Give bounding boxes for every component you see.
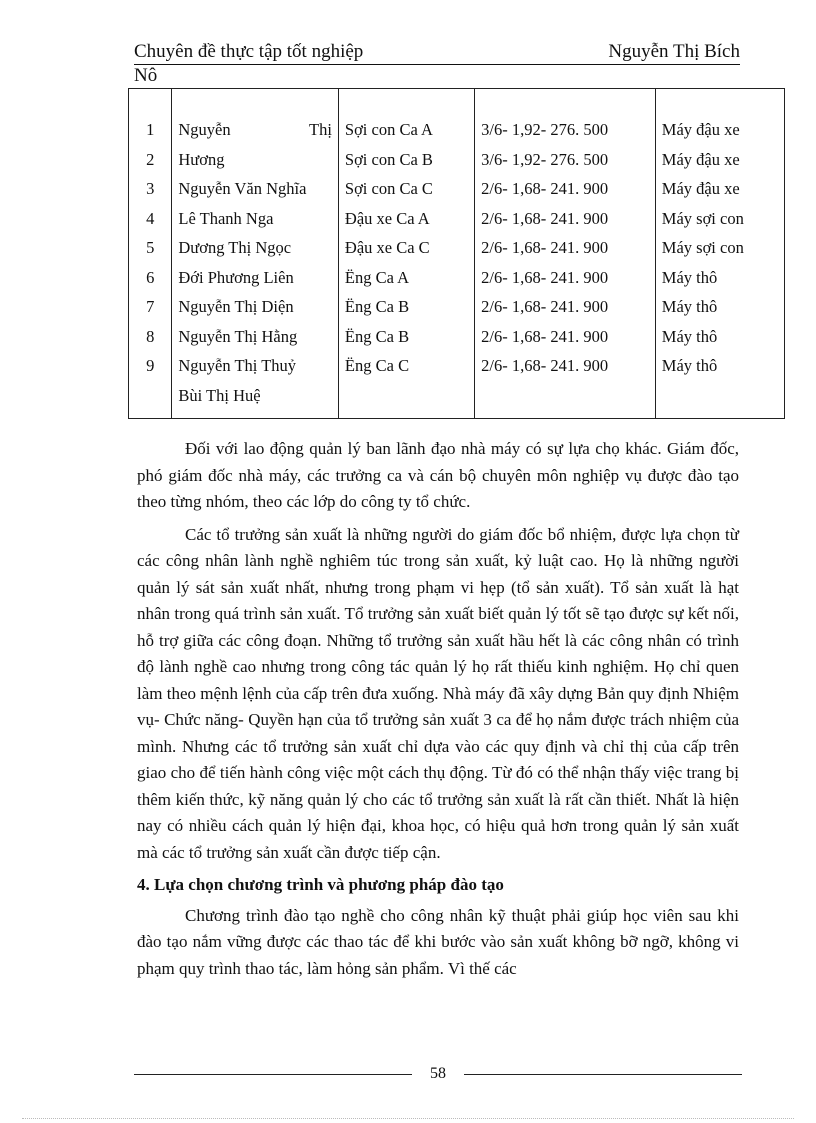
job-cell: Đậu xe Ca A (344, 208, 430, 228)
pay-cell: 2/6- 1,68- 241. 900 (481, 326, 609, 346)
machine-column (655, 89, 784, 419)
worker-name-line: Hương (178, 149, 225, 169)
row-number: 1 (146, 120, 155, 139)
footer-rule-right (464, 1074, 742, 1075)
worker-name-line: Nguyễn Thị Hằng (178, 326, 298, 346)
row-number: 3 (146, 179, 155, 198)
row-number: 7 (146, 297, 155, 316)
worker-name-line (178, 115, 332, 145)
table-row (129, 89, 785, 419)
author-name: Nguyễn Thị Bích (608, 41, 740, 62)
row-number: 9 (146, 356, 155, 375)
machine-cell: Máy thô (661, 297, 718, 316)
pay-cell: 2/6- 1,68- 241. 900 (481, 297, 609, 316)
page-header (134, 40, 740, 87)
pay-cell: 2/6- 1,68- 241. 900 (481, 208, 609, 228)
machine-cell: Máy thô (661, 267, 718, 287)
job-cell: Sợi con Ca A (344, 120, 433, 139)
row-number: 2 (146, 149, 155, 169)
staff-table (128, 88, 785, 419)
name-part: Nguyễn (178, 120, 231, 139)
page-number: 58 (430, 1065, 446, 1082)
pay-cell: 3/6- 1,92- 276. 500 (481, 149, 609, 169)
pay-cell: 2/6- 1,68- 241. 900 (481, 179, 609, 198)
name-part: Thị (308, 120, 332, 139)
worker-name-line: Dương Thị Ngọc (178, 238, 292, 257)
header-rule (134, 40, 740, 65)
row-number: 8 (146, 326, 155, 346)
number-column (129, 89, 172, 419)
pay-column (475, 89, 656, 419)
row-number: 5 (146, 238, 155, 257)
pay-cell: 3/6- 1,92- 276. 500 (481, 120, 609, 139)
paragraph-training-program: Chương trình đào tạo nghề cho công nhân kỹ thuật phải giúp học viên sau khi đào tạo nắm vững được các thao tác để khi bước vào sản xuất không bỡ ngỡ, không vi phạm quy trình thao tác, làm hỏng sản phẩm. Vì thế các (137, 905, 739, 978)
machine-cell: Máy sợi con (661, 238, 744, 257)
section-heading: 4. Lựa chọn chương trình và phương pháp đào tạo (137, 875, 504, 894)
worker-name-line: Nguyễn Thị Diện (178, 297, 294, 316)
job-cell: Ëng Ca B (344, 326, 410, 346)
worker-name-line: Bùi Thị Huệ (178, 385, 261, 405)
name-column (172, 89, 339, 419)
machine-cell: Máy thô (661, 356, 718, 375)
worker-name-line: Nguyễn Thị Thuỷ (178, 356, 297, 375)
machine-cell: Máy đậu xe (661, 120, 740, 139)
paragraph-management-training: Đối với lao động quản lý ban lãnh đạo nhà máy có sự lựa chọ khác. Giám đốc, phó giám đốc nhà máy, các trưởng ca và cán bộ chuyên môn nghiệp vụ được đào tạo theo từng nhóm, theo các lớp do công ty tổ chức. (137, 439, 739, 511)
machine-cell: Máy thô (661, 326, 718, 346)
paragraph-team-leaders: Các tổ trưởng sản xuất là những người do giám đốc bổ nhiệm, được lựa chọn từ các công nhân lành nghề nghiêm túc trong sản xuất, kỷ luật cao. Họ là những người quản lý sát sản xuất nhất, nhưng trong phạm vi hẹp (tổ sản xuất). Tổ sản xuất là hạt nhân trong quá trình sản xuất. Tổ trưởng sản xuất biết quản lý tốt sẽ tạo được sự kết nối, hỗ trợ giữa các công đoạn. Những tổ trưởng sản xuất hầu hết là các công nhân có trình độ lành nghề cao nhưng trong công tác quản lý họ rất thiếu kinh nghiệm. Họ chỉ quen làm theo mệnh lệnh của cấp trên đưa xuống. Nhà máy đã xây dựng Bản quy định Nhiệm vụ- Chức năng- Quyền hạn của tổ trưởng sản xuất 3 ca để họ nắm được trách nhiệm của mình. Nhưng các tổ trưởng sản xuất chỉ dựa vào các quy định và chỉ thị của cấp trên giao cho để tiến hành công việc một cách thụ động. Từ đó có thể nhận thấy việc trang bị thêm kiến thức, kỹ năng quản lý cho các tổ trưởng sản xuất là rất cần thiết. Nhất là hiện nay có nhiều cách quản lý hiện đại, khoa học, có hiệu quả hơn trong quản lý sản xuất mà các tổ trưởng sản xuất cần được tiếp cận. (137, 524, 739, 862)
author-name-continued: Nô (134, 65, 158, 86)
machine-cell: Máy sợi con (661, 208, 744, 228)
row-number: 4 (146, 208, 155, 228)
page-footer (134, 1062, 742, 1086)
job-cell: Ëng Ca A (344, 267, 410, 287)
footer-rule-left (134, 1074, 412, 1075)
pay-cell: 2/6- 1,68- 241. 900 (481, 238, 609, 257)
page-edge-divider (22, 1118, 794, 1119)
job-cell: Sợi con Ca C (344, 179, 433, 198)
pay-cell: 2/6- 1,68- 241. 900 (481, 356, 609, 375)
job-cell: Ëng Ca C (344, 356, 410, 375)
row-number: 6 (146, 267, 155, 287)
body-text (137, 436, 739, 988)
machine-cell: Máy đậu xe (661, 149, 740, 169)
worker-name-line: Lê Thanh Nga (178, 208, 274, 228)
worker-name-line: Đới Phương Liên (178, 267, 294, 287)
job-cell: Ëng Ca B (344, 297, 410, 316)
job-cell: Sợi con Ca B (344, 149, 433, 169)
pay-cell: 2/6- 1,68- 241. 900 (481, 267, 609, 287)
job-column (338, 89, 474, 419)
document-title: Chuyên đề thực tập tốt nghiệp (134, 41, 364, 62)
job-cell: Đậu xe Ca C (344, 238, 430, 257)
worker-name-line: Nguyễn Văn Nghĩa (178, 179, 307, 198)
machine-cell: Máy đậu xe (661, 179, 740, 198)
